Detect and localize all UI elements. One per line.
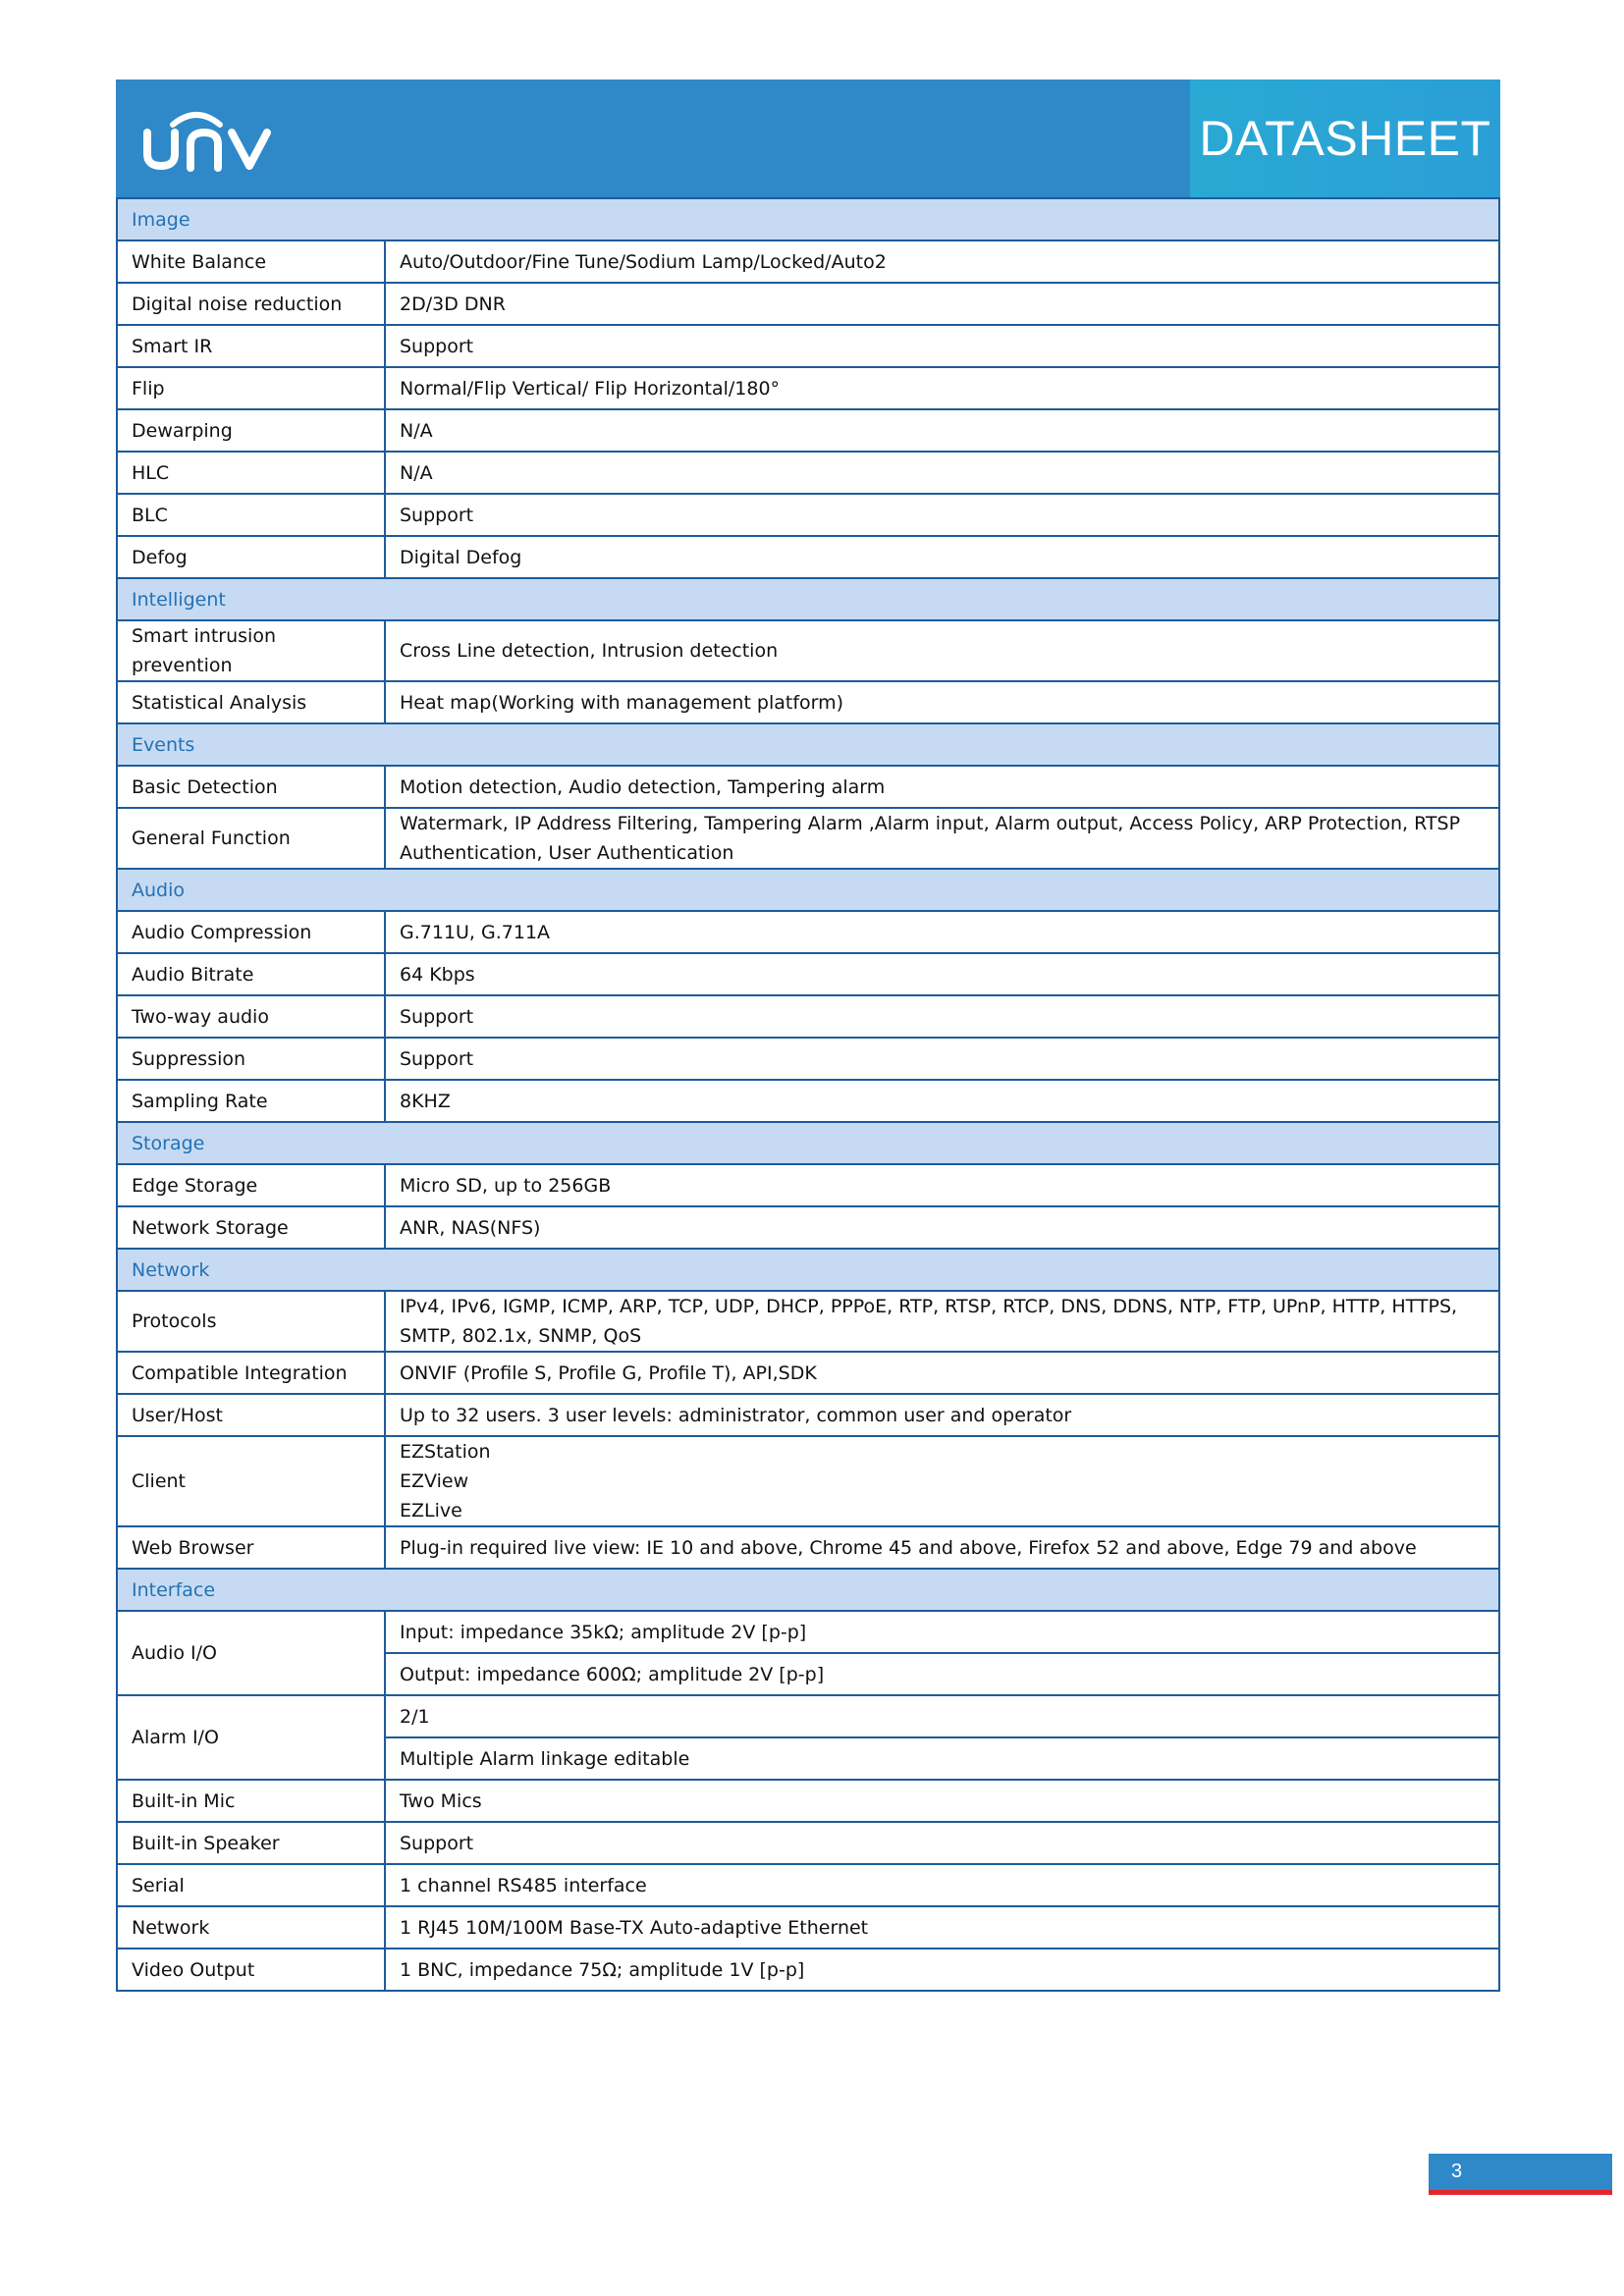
spec-label: Web Browser (117, 1526, 385, 1569)
spec-label: Protocols (117, 1291, 385, 1352)
page-header (116, 80, 1500, 197)
spec-value: Support (385, 1822, 1499, 1864)
spec-value: Support (385, 494, 1499, 536)
spec-label: Alarm I/O (117, 1695, 385, 1780)
spec-label: Digital noise reduction (117, 283, 385, 325)
spec-value: Digital Defog (385, 536, 1499, 578)
spec-value: 2D/3D DNR (385, 283, 1499, 325)
spec-value: Cross Line detection, Intrusion detection (385, 620, 1499, 681)
section-row (117, 723, 1499, 766)
spec-row (117, 1695, 1499, 1737)
unv-logo (135, 99, 283, 178)
spec-row (117, 1864, 1499, 1906)
spec-row (117, 1906, 1499, 1949)
section-row (117, 578, 1499, 620)
spec-label: Client (117, 1436, 385, 1526)
section-heading: Audio (117, 869, 1499, 911)
spec-label: Smart IR (117, 325, 385, 367)
spec-value: N/A (385, 409, 1499, 452)
spec-value: IPv4, IPv6, IGMP, ICMP, ARP, TCP, UDP, DHCP, PPPoE, RTP, RTSP, RTCP, DNS, DDNS, NTP, FTP, UPnP, HTTP, HTTPS, SMTP, 802.1x, SNMP, QoS (385, 1291, 1499, 1352)
spec-label: Audio Compression (117, 911, 385, 953)
spec-row (117, 995, 1499, 1038)
spec-label: Edge Storage (117, 1164, 385, 1206)
spec-row (117, 1352, 1499, 1394)
spec-row (117, 620, 1499, 681)
spec-row (117, 911, 1499, 953)
spec-value: 8KHZ (385, 1080, 1499, 1122)
spec-row (117, 1038, 1499, 1080)
spec-value: 1 BNC, impedance 75Ω; amplitude 1V [p-p] (385, 1949, 1499, 1991)
spec-row (117, 1080, 1499, 1122)
spec-label: Defog (117, 536, 385, 578)
spec-row (117, 536, 1499, 578)
spec-row (117, 1611, 1499, 1653)
spec-value: Up to 32 users. 3 user levels: administrator, common user and operator (385, 1394, 1499, 1436)
section-heading: Events (117, 723, 1499, 766)
section-row (117, 1249, 1499, 1291)
spec-label: Dewarping (117, 409, 385, 452)
spec-value: Support (385, 995, 1499, 1038)
spec-label: Flip (117, 367, 385, 409)
spec-label: HLC (117, 452, 385, 494)
spec-row (117, 1291, 1499, 1352)
spec-label: Audio I/O (117, 1611, 385, 1695)
spec-row (117, 953, 1499, 995)
spec-table (116, 197, 1500, 1992)
spec-value: ANR, NAS(NFS) (385, 1206, 1499, 1249)
spec-label: Built-in Speaker (117, 1822, 385, 1864)
spec-row (117, 1206, 1499, 1249)
spec-value: Plug-in required live view: IE 10 and above, Chrome 45 and above, Firefox 52 and above, Edge 79 and above (385, 1526, 1499, 1569)
spec-label: Smart intrusion prevention (117, 620, 385, 681)
spec-row (117, 494, 1499, 536)
spec-label: BLC (117, 494, 385, 536)
spec-row (117, 681, 1499, 723)
spec-row (117, 409, 1499, 452)
spec-row (117, 1780, 1499, 1822)
spec-row (117, 1526, 1499, 1569)
spec-label: White Balance (117, 240, 385, 283)
spec-value: Micro SD, up to 256GB (385, 1164, 1499, 1206)
spec-value: 1 channel RS485 interface (385, 1864, 1499, 1906)
spec-label: Compatible Integration (117, 1352, 385, 1394)
spec-value: Support (385, 1038, 1499, 1080)
spec-row (117, 240, 1499, 283)
section-row (117, 1122, 1499, 1164)
spec-value: Input: impedance 35kΩ; amplitude 2V [p-p] (385, 1611, 1499, 1653)
spec-label: Basic Detection (117, 766, 385, 808)
spec-value: EZStation EZView EZLive (385, 1436, 1499, 1526)
spec-value: Output: impedance 600Ω; amplitude 2V [p-p] (385, 1653, 1499, 1695)
spec-label: Audio Bitrate (117, 953, 385, 995)
section-heading: Intelligent (117, 578, 1499, 620)
spec-value: Motion detection, Audio detection, Tampering alarm (385, 766, 1499, 808)
spec-row (117, 766, 1499, 808)
spec-row (117, 1949, 1499, 1991)
spec-value: Heat map(Working with management platform) (385, 681, 1499, 723)
spec-row (117, 452, 1499, 494)
spec-row (117, 283, 1499, 325)
spec-label: User/Host (117, 1394, 385, 1436)
page-number: 3 (1429, 2154, 1612, 2195)
spec-value: 2/1 (385, 1695, 1499, 1737)
spec-label: Network Storage (117, 1206, 385, 1249)
spec-label: Serial (117, 1864, 385, 1906)
spec-label: Network (117, 1906, 385, 1949)
spec-label: Suppression (117, 1038, 385, 1080)
spec-label: Sampling Rate (117, 1080, 385, 1122)
spec-value: Two Mics (385, 1780, 1499, 1822)
spec-row (117, 1164, 1499, 1206)
datasheet-title: DATASHEET (1199, 111, 1491, 166)
spec-label: Statistical Analysis (117, 681, 385, 723)
spec-value: Normal/Flip Vertical/ Flip Horizontal/180° (385, 367, 1499, 409)
spec-row (117, 1394, 1499, 1436)
spec-value: Multiple Alarm linkage editable (385, 1737, 1499, 1780)
section-heading: Image (117, 198, 1499, 240)
spec-label: Video Output (117, 1949, 385, 1991)
spec-value: Watermark, IP Address Filtering, Tampering Alarm ,Alarm input, Alarm output, Access Policy, ARP Protection, RTSP Authentication, User Authentication (385, 808, 1499, 869)
spec-value: 1 RJ45 10M/100M Base-TX Auto-adaptive Ethernet (385, 1906, 1499, 1949)
section-row (117, 1569, 1499, 1611)
section-heading: Interface (117, 1569, 1499, 1611)
spec-row (117, 808, 1499, 869)
spec-value: 64 Kbps (385, 953, 1499, 995)
spec-label: Two-way audio (117, 995, 385, 1038)
spec-row (117, 325, 1499, 367)
spec-label: General Function (117, 808, 385, 869)
spec-row (117, 367, 1499, 409)
section-row (117, 198, 1499, 240)
datasheet-badge (1190, 80, 1500, 197)
spec-value: Auto/Outdoor/Fine Tune/Sodium Lamp/Locked/Auto2 (385, 240, 1499, 283)
spec-value: Support (385, 325, 1499, 367)
section-heading: Network (117, 1249, 1499, 1291)
spec-value: ONVIF (Profile S, Profile G, Profile T), API,SDK (385, 1352, 1499, 1394)
spec-value: G.711U, G.711A (385, 911, 1499, 953)
section-row (117, 869, 1499, 911)
spec-row (117, 1436, 1499, 1526)
section-heading: Storage (117, 1122, 1499, 1164)
spec-label: Built-in Mic (117, 1780, 385, 1822)
spec-value: N/A (385, 452, 1499, 494)
spec-row (117, 1822, 1499, 1864)
